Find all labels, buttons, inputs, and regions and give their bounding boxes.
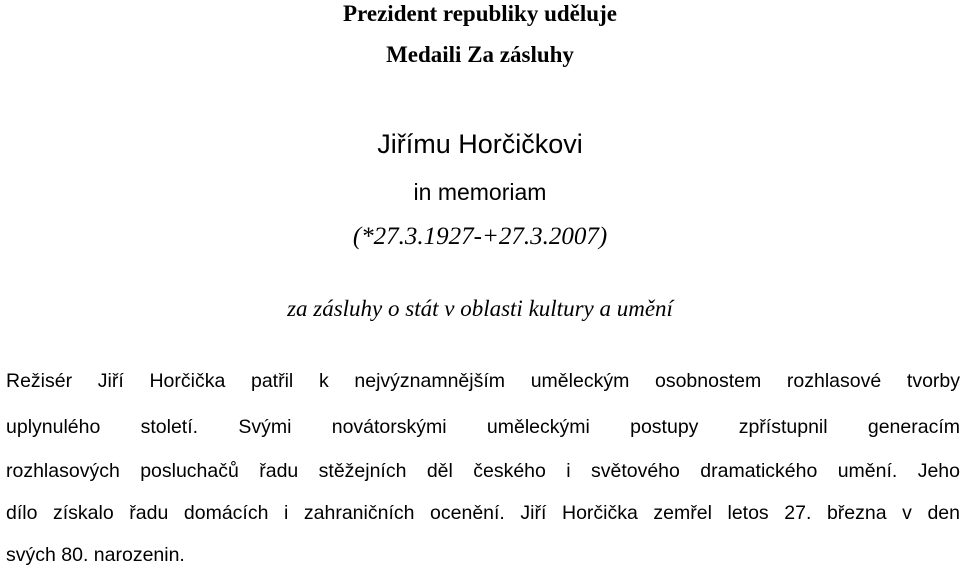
merit-statement: za zásluhy o stát v oblasti kultury a umění — [287, 296, 673, 321]
body-text-line: svých 80. narozenin. — [6, 544, 185, 566]
body-text-line: Režisér Jiří Horčička patřil k nejvýznamnějším uměleckým osobnostem rozhlasové tvorby — [6, 370, 960, 392]
life-dates: (*27.3.1927-+27.3.2007) — [352, 223, 608, 250]
body-text-line: rozhlasových posluchačů řadu stěžejních děl českého i světového dramatického umění. Jeho — [6, 460, 960, 482]
body-text-line: dílo získalo řadu domácích i zahraničních ocenění. Jiří Horčička zemřel letos 27. března v den — [6, 502, 960, 524]
recipient-name: Jiřímu Horčičkovi — [377, 129, 583, 159]
issuer-heading: Prezident republiky uděluje — [343, 1, 617, 26]
body-text-line: uplynulého století. Svými novátorskými uměleckými postupy zpřístupnil generacím — [6, 416, 960, 438]
in-memoriam-label: in memoriam — [413, 179, 547, 205]
medal-heading: Medaili Za zásluhy — [386, 42, 574, 67]
